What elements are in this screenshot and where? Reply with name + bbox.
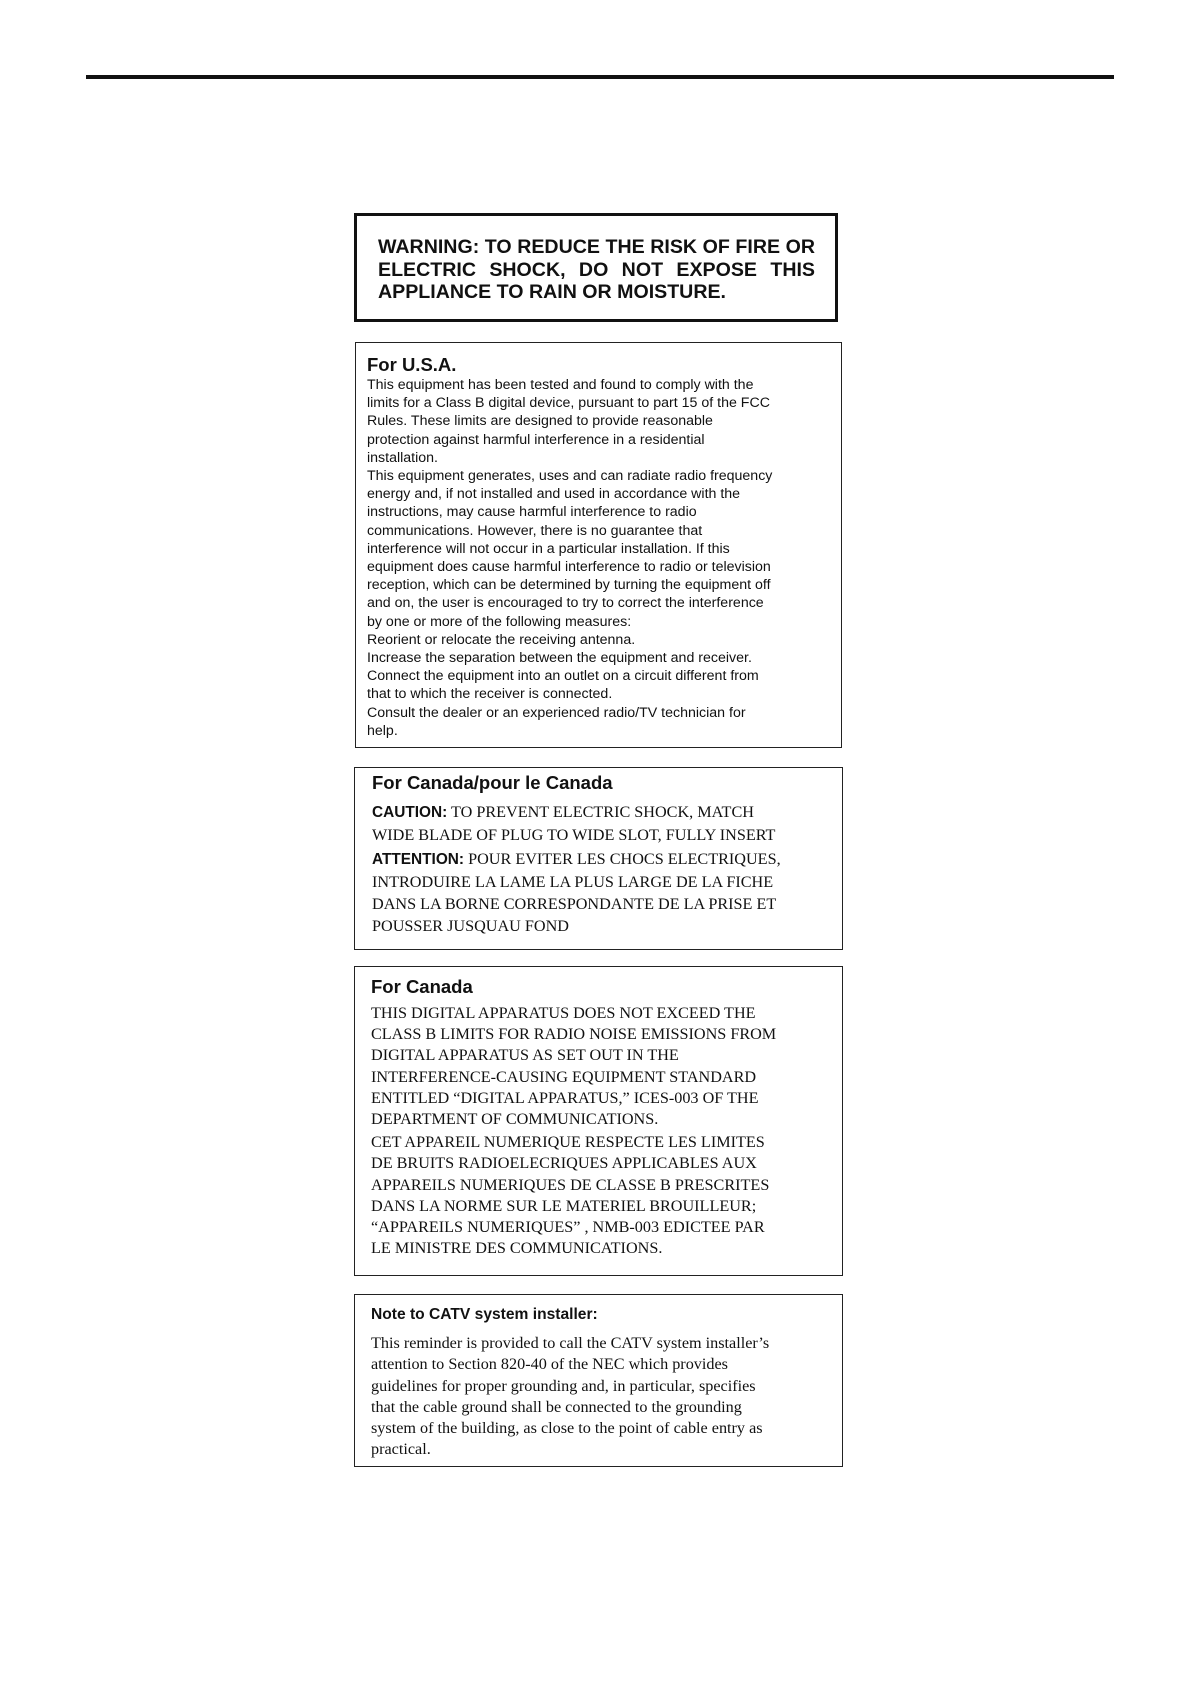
text-line: limits for a Class B digital device, pursuant to part 15 of the FCC	[367, 395, 770, 412]
canada-heading: For Canada	[371, 976, 473, 997]
text-line: This reminder is provided to call the CATV system installer’s	[371, 1334, 770, 1352]
text-line: by one or more of the following measures:	[367, 613, 632, 630]
text-line: APPAREILS NUMERIQUES DE CLASSE B PRESCRITES	[371, 1175, 770, 1194]
catv-body	[371, 1333, 834, 1461]
text-line: ENTITLED “DIGITAL APPARATUS,” ICES-003 OF THE	[371, 1088, 759, 1107]
canada-bilingual-heading: For Canada/pour le Canada	[372, 772, 613, 793]
warning-box	[354, 213, 838, 322]
text-line: and on, the user is encouraged to try to correct the interference	[367, 595, 764, 612]
top-rule	[86, 75, 1114, 79]
text-line: energy and, if not installed and used in accordance with the	[367, 486, 741, 503]
text-line: interference will not occur in a particular installation. If this	[367, 540, 730, 557]
text-line: THIS DIGITAL APPARATUS DOES NOT EXCEED THE	[371, 1004, 756, 1022]
text-line: Reorient or relocate the receiving antenna.	[367, 631, 636, 648]
caution-text: TO PREVENT ELECTRIC SHOCK, MATCH	[447, 803, 754, 821]
text-line: that to which the receiver is connected.	[367, 686, 613, 703]
text-line	[372, 801, 834, 824]
catv-installer-note	[354, 1294, 843, 1467]
text-line: communications. However, there is no guarantee that	[367, 522, 703, 539]
text-line: This equipment generates, uses and can radiate radio frequency	[367, 468, 773, 485]
text-line: CET APPAREIL NUMERIQUE RESPECTE LES LIMITES	[371, 1133, 765, 1152]
text-line: Increase the separation between the equipment and receiver.	[367, 650, 752, 667]
text-line: installation.	[367, 449, 438, 466]
text-line: LE MINISTRE DES COMMUNICATIONS.	[371, 1239, 663, 1258]
text-line: system of the building, as close to the point of cable entry as	[371, 1419, 763, 1438]
warning-text: WARNING: TO REDUCE THE RISK OF FIRE OR ELECTRIC SHOCK, DO NOT EXPOSE THIS APPLIANCE TO RAIN OR MOISTURE.	[378, 236, 815, 304]
french-paragraph	[371, 1132, 834, 1259]
text-line: DEPARTMENT OF COMMUNICATIONS.	[371, 1110, 659, 1129]
text-line: equipment does cause harmful interference to radio or television	[367, 559, 771, 576]
text-line: POUSSER JUSQUAU FOND	[372, 917, 569, 935]
text-line	[372, 848, 834, 871]
attention-label: ATTENTION:	[372, 851, 465, 868]
text-line: Connect the equipment into an outlet on a circuit different from	[367, 668, 759, 685]
attention-paragraph	[372, 848, 834, 937]
caution-paragraph	[372, 801, 834, 846]
text-line: DANS LA BORNE CORRESPONDANTE DE LA PRISE ET	[372, 895, 777, 913]
text-line: Rules. These limits are designed to provide reasonable	[367, 413, 713, 430]
text-line: DANS LA NORME SUR LE MATERIEL BROUILLEUR;	[371, 1196, 757, 1215]
caution-label: CAUTION:	[372, 804, 448, 821]
text-line: DIGITAL APPARATUS AS SET OUT IN THE	[371, 1046, 679, 1065]
text-line: CLASS B LIMITS FOR RADIO NOISE EMISSIONS FROM	[371, 1025, 777, 1044]
text-line: DE BRUITS RADIOELECRIQUES APPLICABLES AUX	[371, 1154, 757, 1173]
text-line: reception, which can be determined by turning the equipment off	[367, 577, 771, 594]
canada-bilingual-notice	[354, 767, 843, 950]
text-line: practical.	[371, 1440, 431, 1459]
usa-heading: For U.S.A.	[367, 354, 457, 375]
text-line: Consult the dealer or an experienced radio/TV technician for	[367, 704, 746, 721]
text-line: instructions, may cause harmful interference to radio	[367, 504, 697, 521]
text-line: help.	[367, 722, 398, 739]
text-line: guidelines for proper grounding and, in particular, specifies	[371, 1376, 756, 1395]
english-paragraph	[371, 1003, 834, 1130]
text-line: that the cable ground shall be connected to the grounding	[371, 1397, 742, 1416]
usa-fcc-notice	[355, 342, 842, 748]
attention-text: POUR EVITER LES CHOCS ELECTRIQUES,	[464, 850, 781, 868]
text-line: protection against harmful interference in a residential	[367, 431, 705, 448]
catv-heading: Note to CATV system installer:	[371, 1306, 598, 1323]
usa-body	[367, 376, 831, 740]
canada-ices-notice	[354, 966, 843, 1276]
text-line: WIDE BLADE OF PLUG TO WIDE SLOT, FULLY INSERT	[372, 826, 776, 844]
text-line: INTRODUIRE LA LAME LA PLUS LARGE DE LA FICHE	[372, 873, 774, 891]
text-line: This equipment has been tested and found to comply with the	[367, 377, 754, 393]
text-line: attention to Section 820-40 of the NEC which provides	[371, 1355, 728, 1374]
text-line: “APPAREILS NUMERIQUES” , NMB-003 EDICTEE PAR	[371, 1218, 765, 1237]
text-line: INTERFERENCE-CAUSING EQUIPMENT STANDARD	[371, 1067, 757, 1086]
